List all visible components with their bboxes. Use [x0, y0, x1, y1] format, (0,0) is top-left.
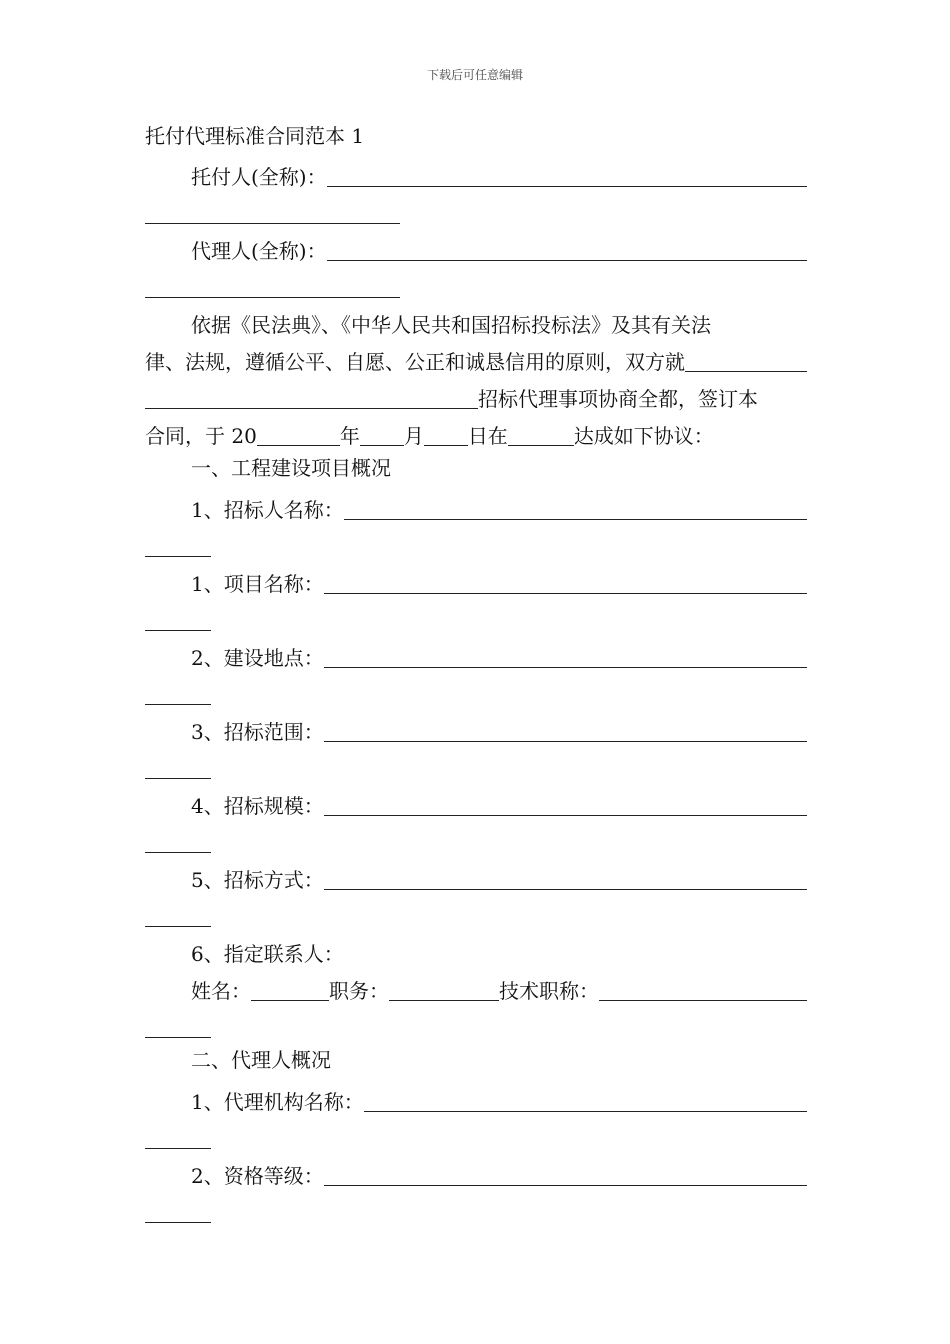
s1-item-label: 5、招标方式：: [191, 868, 324, 892]
matter-blank-line2[interactable]: [145, 384, 478, 409]
s1-item-continuation: [145, 524, 807, 561]
day-blank[interactable]: [424, 421, 468, 446]
contact-title-label: 技术职称：: [499, 979, 599, 1003]
principal-blank[interactable]: [327, 162, 807, 187]
contact-position-blank[interactable]: [389, 976, 499, 1001]
s1-item-blank[interactable]: [324, 791, 807, 816]
contact-title-blank[interactable]: [599, 976, 807, 1001]
s1-item-row: [145, 857, 807, 894]
agent-field-row: [145, 228, 807, 265]
contact-position-label: 职务：: [329, 979, 389, 1003]
s1-item-row: [145, 487, 807, 524]
s1-item-row: [145, 709, 807, 746]
s1-item-label: 3、招标范围：: [191, 720, 324, 744]
s1-item-continuation: [145, 894, 807, 931]
agent-blank-line2[interactable]: [145, 297, 400, 298]
place-blank[interactable]: [508, 421, 574, 446]
contact-heading: 6、指定联系人：: [191, 942, 344, 966]
s1-item-blank-line2[interactable]: [145, 556, 211, 557]
principal-blank-continuation: [145, 191, 807, 228]
s1-item-label: 1、招标人名称：: [191, 498, 344, 522]
s1-item-row: [145, 561, 807, 598]
intro-line-2: [145, 339, 807, 376]
s2-item-blank[interactable]: [364, 1087, 807, 1112]
s1-item-blank[interactable]: [344, 495, 807, 520]
s1-item-blank-line2[interactable]: [145, 630, 211, 631]
agent-blank-continuation: [145, 265, 807, 302]
s2-item-blank-line2[interactable]: [145, 1222, 211, 1223]
s2-item-continuation: [145, 1190, 807, 1227]
day-place-label: 日在: [467, 424, 508, 448]
intro-line-4: [145, 413, 807, 450]
contact-name-label: 姓名：: [191, 979, 251, 1003]
s2-item-row: [145, 1153, 807, 1190]
contract-body: [145, 118, 807, 1227]
agreement-suffix: 达成如下协议：: [573, 424, 714, 448]
principal-label: 托付人(全称)：: [191, 165, 327, 189]
s1-item-continuation: [145, 672, 807, 709]
contact-heading-row: [145, 931, 807, 968]
s1-item-blank[interactable]: [324, 569, 807, 594]
s1-item-label: 1、项目名称：: [191, 572, 324, 596]
s2-item-label: 1、代理机构名称：: [191, 1090, 364, 1114]
year-label: 年: [339, 424, 360, 448]
contact-fields-row: [145, 968, 807, 1005]
s1-item-label: 2、建设地点：: [191, 646, 324, 670]
month-label: 月: [403, 424, 424, 448]
contract-title: 托付代理标准合同范本 1: [145, 124, 365, 148]
intro-line-3: [145, 376, 807, 413]
section-1-heading: 一、工程建设项目概况: [191, 456, 391, 480]
s1-item-blank[interactable]: [324, 717, 807, 742]
principal-blank-line2[interactable]: [145, 223, 400, 224]
intro-text-3: 招标代理事项协商全都，签订本: [478, 387, 758, 411]
s1-item-continuation: [145, 746, 807, 783]
s1-item-label: 4、招标规模：: [191, 794, 324, 818]
s2-item-continuation: [145, 1116, 807, 1153]
s1-item-blank-line2[interactable]: [145, 852, 211, 853]
s1-item-blank[interactable]: [324, 643, 807, 668]
s1-item-continuation: [145, 598, 807, 635]
s1-item-blank[interactable]: [324, 865, 807, 890]
s1-item-blank-line2[interactable]: [145, 926, 211, 927]
year-blank[interactable]: [257, 421, 340, 446]
s1-item-row: [145, 635, 807, 672]
s1-item-blank-line2[interactable]: [145, 704, 211, 705]
contact-name-blank[interactable]: [251, 976, 329, 1001]
intro-text-1: 依据《民法典》、《中华人民共和国招标投标法》及其有关法: [191, 313, 711, 337]
s2-item-label: 2、资格等级：: [191, 1164, 324, 1188]
contact-title-blank-line2[interactable]: [145, 1037, 211, 1038]
s2-item-row: [145, 1079, 807, 1116]
intro-line-1: [145, 302, 807, 339]
agent-blank[interactable]: [327, 236, 807, 261]
s2-item-blank[interactable]: [324, 1161, 807, 1186]
contact-continuation: [145, 1005, 807, 1042]
s1-item-blank-line2[interactable]: [145, 778, 211, 779]
s1-item-continuation: [145, 820, 807, 857]
principal-field-row: [145, 154, 807, 191]
date-prefix: 合同，于 20: [145, 424, 257, 448]
s2-item-blank-line2[interactable]: [145, 1148, 211, 1149]
page-header-note: 下载后可任意编辑: [426, 68, 523, 82]
s1-item-row: [145, 783, 807, 820]
section-2-heading: 二、代理人概况: [191, 1048, 331, 1072]
matter-blank[interactable]: [685, 347, 807, 372]
intro-text-2: 律、法规，遵循公平、自愿、公正和诚恳信用的原则，双方就: [145, 350, 685, 374]
month-blank[interactable]: [360, 421, 404, 446]
agent-label: 代理人(全称)：: [191, 239, 327, 263]
